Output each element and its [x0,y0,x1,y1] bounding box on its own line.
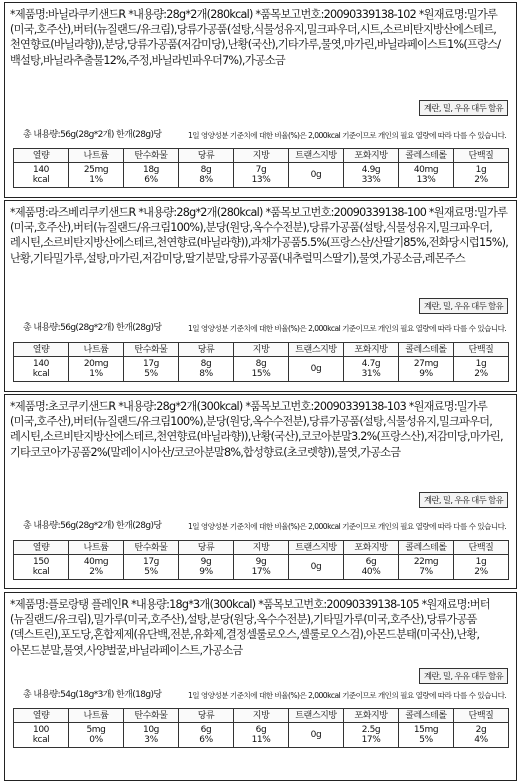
header-cell: 콜레스테롤 [399,149,454,163]
value-cell: 100 kcal [14,723,69,748]
value-cell: 40mg 13% [399,163,454,188]
value-cell: 17g 5% [124,555,179,580]
serving-size: 총 내용량:56g(28g*2개) 한개(28g)당 [23,130,162,140]
header-cell: 단백질 [454,343,509,357]
value-cell: 6g 11% [234,723,289,748]
header-cell: 지방 [234,541,289,555]
nutrition-header-row [14,343,509,357]
product-panel-vanilla [4,2,517,198]
serving-size: 총 내용량:56g(28g*2개) 한개(28g)당 [23,521,162,531]
header-cell: 나트륨 [69,709,124,723]
header-cell: 지방 [234,709,289,723]
value-cell: 8g 15% [234,357,289,382]
header-cell: 지방 [234,343,289,357]
header-cell: 트랜스지방 [289,343,344,357]
value-cell: 4.9g 33% [344,163,399,188]
header-cell: 트랜스지방 [289,541,344,555]
header-cell: 포화지방 [344,709,399,723]
header-cell: 나트륨 [69,541,124,555]
value-cell: 22mg 7% [399,555,454,580]
value-cell: 25mg 1% [69,163,124,188]
header-cell: 나트륨 [69,149,124,163]
value-cell: 17g 5% [124,357,179,382]
header-cell: 탄수화물 [124,709,179,723]
serving-size: 총 내용량:54g(18g*3개) 한개(18g)당 [23,690,162,700]
header-cell: 단백질 [454,541,509,555]
daily-value-note: 1일 영양성분 기준치에 대한 비율(%)은 2,000kcal 기준이므로 개인의 필요 열량에 따라 다를 수 있습니다. [188,131,507,140]
nutrition-table [13,708,509,748]
product-panel-choco [4,394,517,589]
header-cell: 당류 [179,541,234,555]
header-cell: 열량 [14,149,69,163]
value-cell: 15mg 5% [399,723,454,748]
ingredients-text: *제품명:라즈베리쿠키샌드R *내용량:28g*2개(280kcal) *품목보고번호:20090339138-100 *원재료명:밀가루(미국,호주산),버터(뉴질랜드/유크림100%),분당(원당,옥수수전분),당류가공품(설탕,식물성유지,밀크파우더,레시틴,소르비탄지방산에스테르,천연향료(바닐라향)),과채가공품5.5%(프랑스산/산딸기85%,전화당시럽15%),난황,기타밀가루,설탕,마가린,저감미당,딸기분말,당류가공품(내추럴믹스딸기),물엿,가공소금,레몬주스 [10,206,509,265]
nutrition-table [13,540,509,580]
product-panel-raspberry [4,200,517,392]
value-cell: 0g [289,723,344,748]
allergen-box: 계란, 밀, 우유 대두 함유 [419,492,508,508]
allergen-box: 계란, 밀, 우유 대두 함유 [419,100,508,116]
value-cell: 2.5g 17% [344,723,399,748]
value-cell: 1g 2% [454,357,509,382]
daily-value-note: 1일 영양성분 기준치에 대한 비율(%)은 2,000kcal 기준이므로 개인의 필요 열량에 따라 다를 수 있습니다. [188,691,507,700]
value-cell: 1g 2% [454,163,509,188]
product-panel-florentine [4,592,517,781]
header-cell: 트랜스지방 [289,149,344,163]
nutrition-header-row [14,149,509,163]
value-cell: 8g 8% [179,357,234,382]
header-cell: 탄수화물 [124,149,179,163]
nutrition-value-row [14,723,509,748]
header-cell: 단백질 [454,149,509,163]
header-cell: 열량 [14,709,69,723]
daily-value-note: 1일 영양성분 기준치에 대한 비율(%)은 2,000kcal 기준이므로 개인의 필요 열량에 따라 다를 수 있습니다. [188,522,507,531]
value-cell: 6g 6% [179,723,234,748]
value-cell: 0g [289,163,344,188]
value-cell: 20mg 1% [69,357,124,382]
value-cell: 5mg 0% [69,723,124,748]
nutrition-header-row [14,709,509,723]
header-cell: 포화지방 [344,149,399,163]
header-cell: 포화지방 [344,541,399,555]
value-cell: 140 kcal [14,163,69,188]
value-cell: 40mg 2% [69,555,124,580]
header-cell: 콜레스테롤 [399,709,454,723]
value-cell: 4.7g 31% [344,357,399,382]
nutrition-value-row [14,555,509,580]
value-cell: 7g 13% [234,163,289,188]
nutrition-value-row [14,163,509,188]
value-cell: 9g 17% [234,555,289,580]
value-cell: 8g 8% [179,163,234,188]
header-cell: 콜레스테롤 [399,343,454,357]
header-cell: 포화지방 [344,343,399,357]
header-cell: 지방 [234,149,289,163]
ingredients-text: *제품명:초코쿠키샌드R *내용량:28g*2개(300kcal) *품목보고번호:20090339138-103 *원재료명:밀가루(미국,호주산),버터(뉴질랜드/유크림100%),분당(원당,옥수수전분),당류가공품(설탕,식물성유지,밀크파우더,레시틴,소르비탄지방산에스테르,천연향료(바닐라향)),난황(국산),코코아분말3.2%(프랑스산),저감미당,마가린,기타코코아가공품2%(말레이시아산/코코아분말8%,합성향료(초코렛향)),물엿,가공소금 [10,400,503,459]
nutrition-header-row [14,541,509,555]
header-cell: 탄수화물 [124,343,179,357]
ingredients-text: *제품명:플로랑탱 플레인R *내용량:18g*3개(300kcal) *품목보고번호:20090339138-105 *원재료명:버터(뉴질랜드/유크림),밀가루(미국,호주산),설탕,분당(원당,옥수수전분),기타밀가루(미국,호주산),당류가공품(덱스트린),포도당,혼합제제(유단백,전분,유화제,결정셀룰로오스,셀룰로오스검),아몬드분태(미국산),난황,아몬드분말,물엿,사양벌꿀,바닐라페이스트,가공소금 [10,598,490,657]
allergen-box: 계란, 밀, 우유 대두 함유 [419,668,508,684]
header-cell: 탄수화물 [124,541,179,555]
nutrition-table [13,342,509,382]
value-cell: 2g 4% [454,723,509,748]
header-cell: 단백질 [454,709,509,723]
value-cell: 0g [289,357,344,382]
value-cell: 1g 2% [454,555,509,580]
nutrition-value-row [14,357,509,382]
header-cell: 콜레스테롤 [399,541,454,555]
ingredients-text: *제품명:바닐라쿠키샌드R *내용량:28g*2개(280kcal) *품목보고번호:20090339138-102 *원재료명:밀가루(미국,호주산),버터(뉴질랜드/유크림),당류가공품(설탕,식물성유지,밀크파우더,시트,소르비탄지방산에스테르,천연향료(바닐라향)),분당,당류가공품(저감미당),난황(국산),기타가루,물엿,마가린,바닐라페이스트1%(프랑스/백설탕,바닐라추출물12%,주정,바닐라빈파우더7%),가공소금 [10,8,501,67]
header-cell: 트랜스지방 [289,709,344,723]
nutrition-table [13,148,509,188]
value-cell: 6g 40% [344,555,399,580]
header-cell: 당류 [179,149,234,163]
header-cell: 당류 [179,709,234,723]
value-cell: 10g 3% [124,723,179,748]
serving-size: 총 내용량:56g(28g*2개) 한개(28g)당 [23,323,162,333]
header-cell: 당류 [179,343,234,357]
value-cell: 9g 9% [179,555,234,580]
value-cell: 27mg 9% [399,357,454,382]
daily-value-note: 1일 영양성분 기준치에 대한 비율(%)은 2,000kcal 기준이므로 개인의 필요 열량에 따라 다를 수 있습니다. [188,324,507,333]
header-cell: 열량 [14,541,69,555]
header-cell: 열량 [14,343,69,357]
header-cell: 나트륨 [69,343,124,357]
allergen-box: 계란, 밀, 우유 대두 함유 [419,298,508,314]
value-cell: 150 kcal [14,555,69,580]
value-cell: 0g [289,555,344,580]
value-cell: 140 kcal [14,357,69,382]
value-cell: 18g 6% [124,163,179,188]
